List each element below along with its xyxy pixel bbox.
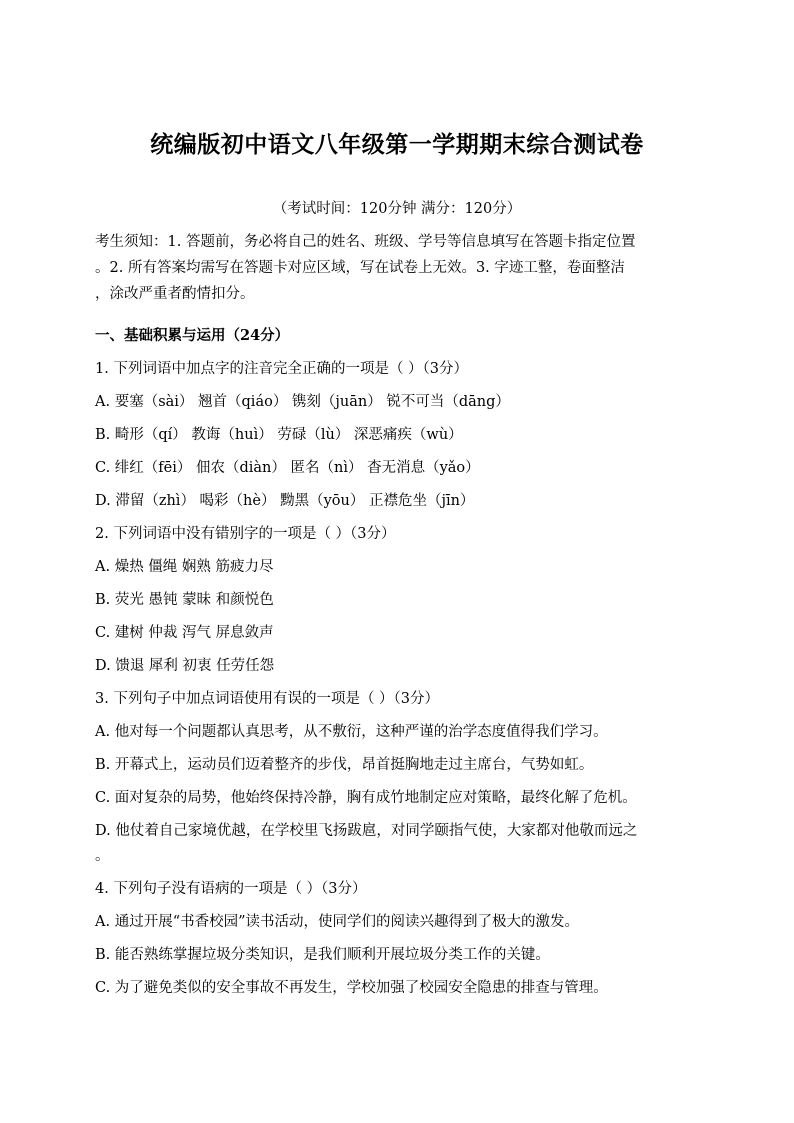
question-option: B. 荧光 愚钝 蒙昧 和颜悦色: [95, 592, 274, 608]
question-option: A. 通过开展“书香校园”读书活动，使同学们的阅读兴趣得到了极大的激发。: [95, 914, 580, 930]
question-stem: 1. 下列词语中加点字的注音完全正确的一项是（ ）（3分）: [95, 361, 469, 377]
section-heading: 一、基础积累与运用（24分）: [95, 327, 290, 344]
question-option: C. 建树 仲裁 泻气 屏息敛声: [95, 625, 274, 641]
question-option: D. 滞留（zhì） 喝彩（hè） 黝黑（yōu） 正襟危坐（jīn）: [95, 493, 475, 509]
question-option: C. 为了避免类似的安全事故不再发生，学校加强了校园安全隐患的排查与管理。: [95, 980, 608, 996]
question-option: A. 他对每一个问题都认真思考，从不敷衍，这种严谨的治学态度值得我们学习。: [95, 724, 608, 740]
question-stem: 4. 下列句子没有语病的一项是（ ）（3分）: [95, 881, 367, 897]
question-option: D. 馈退 犀利 初衷 任劳任怨: [95, 658, 275, 674]
question-option: B. 畸形（qí） 教诲（huì） 劳碌（lù） 深恶痛疾（wù）: [95, 427, 463, 443]
question-option: B. 开幕式上，运动员们迈着整齐的步伐，昂首挺胸地走过主席台，气势如虹。: [95, 757, 594, 773]
exam-notice: [95, 229, 701, 307]
question-option: D. 他仗着自己家境优越，在学校里飞扬跋扈，对同学颐指气使，大家都对他敬而远之: [95, 823, 638, 839]
notice-line: ，涂改严重者酌情扣分。: [95, 286, 255, 302]
question-option: B. 能否熟练掌握垃圾分类知识，是我们顺利开展垃圾分类工作的关键。: [95, 947, 550, 963]
notice-line: 。2. 所有答案均需写在答题卡对应区域，写在试卷上无效。3. 字迹工整，卷面整洁: [95, 260, 625, 276]
question-option: A. 燥热 僵绳 娴熟 筋疲力尽: [95, 559, 274, 575]
exam-title: 统编版初中语文八年级第一学期期末综合测试卷: [150, 131, 644, 158]
question-stem: 3. 下列句子中加点词语使用有误的一项是（ ）（3分）: [95, 691, 440, 707]
question-option-continued: 。: [95, 848, 110, 864]
question-option: A. 要塞（sài） 翘首（qiáo） 镌刻（juān） 锐不可当（dāng）: [95, 394, 510, 410]
notice-line: 考生须知：1. 答题前，务必将自己的姓名、班级、学号等信息填写在答题卡指定位置: [95, 234, 636, 250]
question-stem: 2. 下列词语中没有错别字的一项是（ ）（3分）: [95, 526, 396, 542]
question-option: C. 绯红（fēi） 佃农（diàn） 匿名（nì） 杳无消息（yǎo）: [95, 460, 480, 476]
exam-info: （考试时间：120分钟 满分：120分）: [272, 201, 522, 217]
question-option: C. 面对复杂的局势，他始终保持冷静，胸有成竹地制定应对策略，最终化解了危机。: [95, 790, 637, 806]
